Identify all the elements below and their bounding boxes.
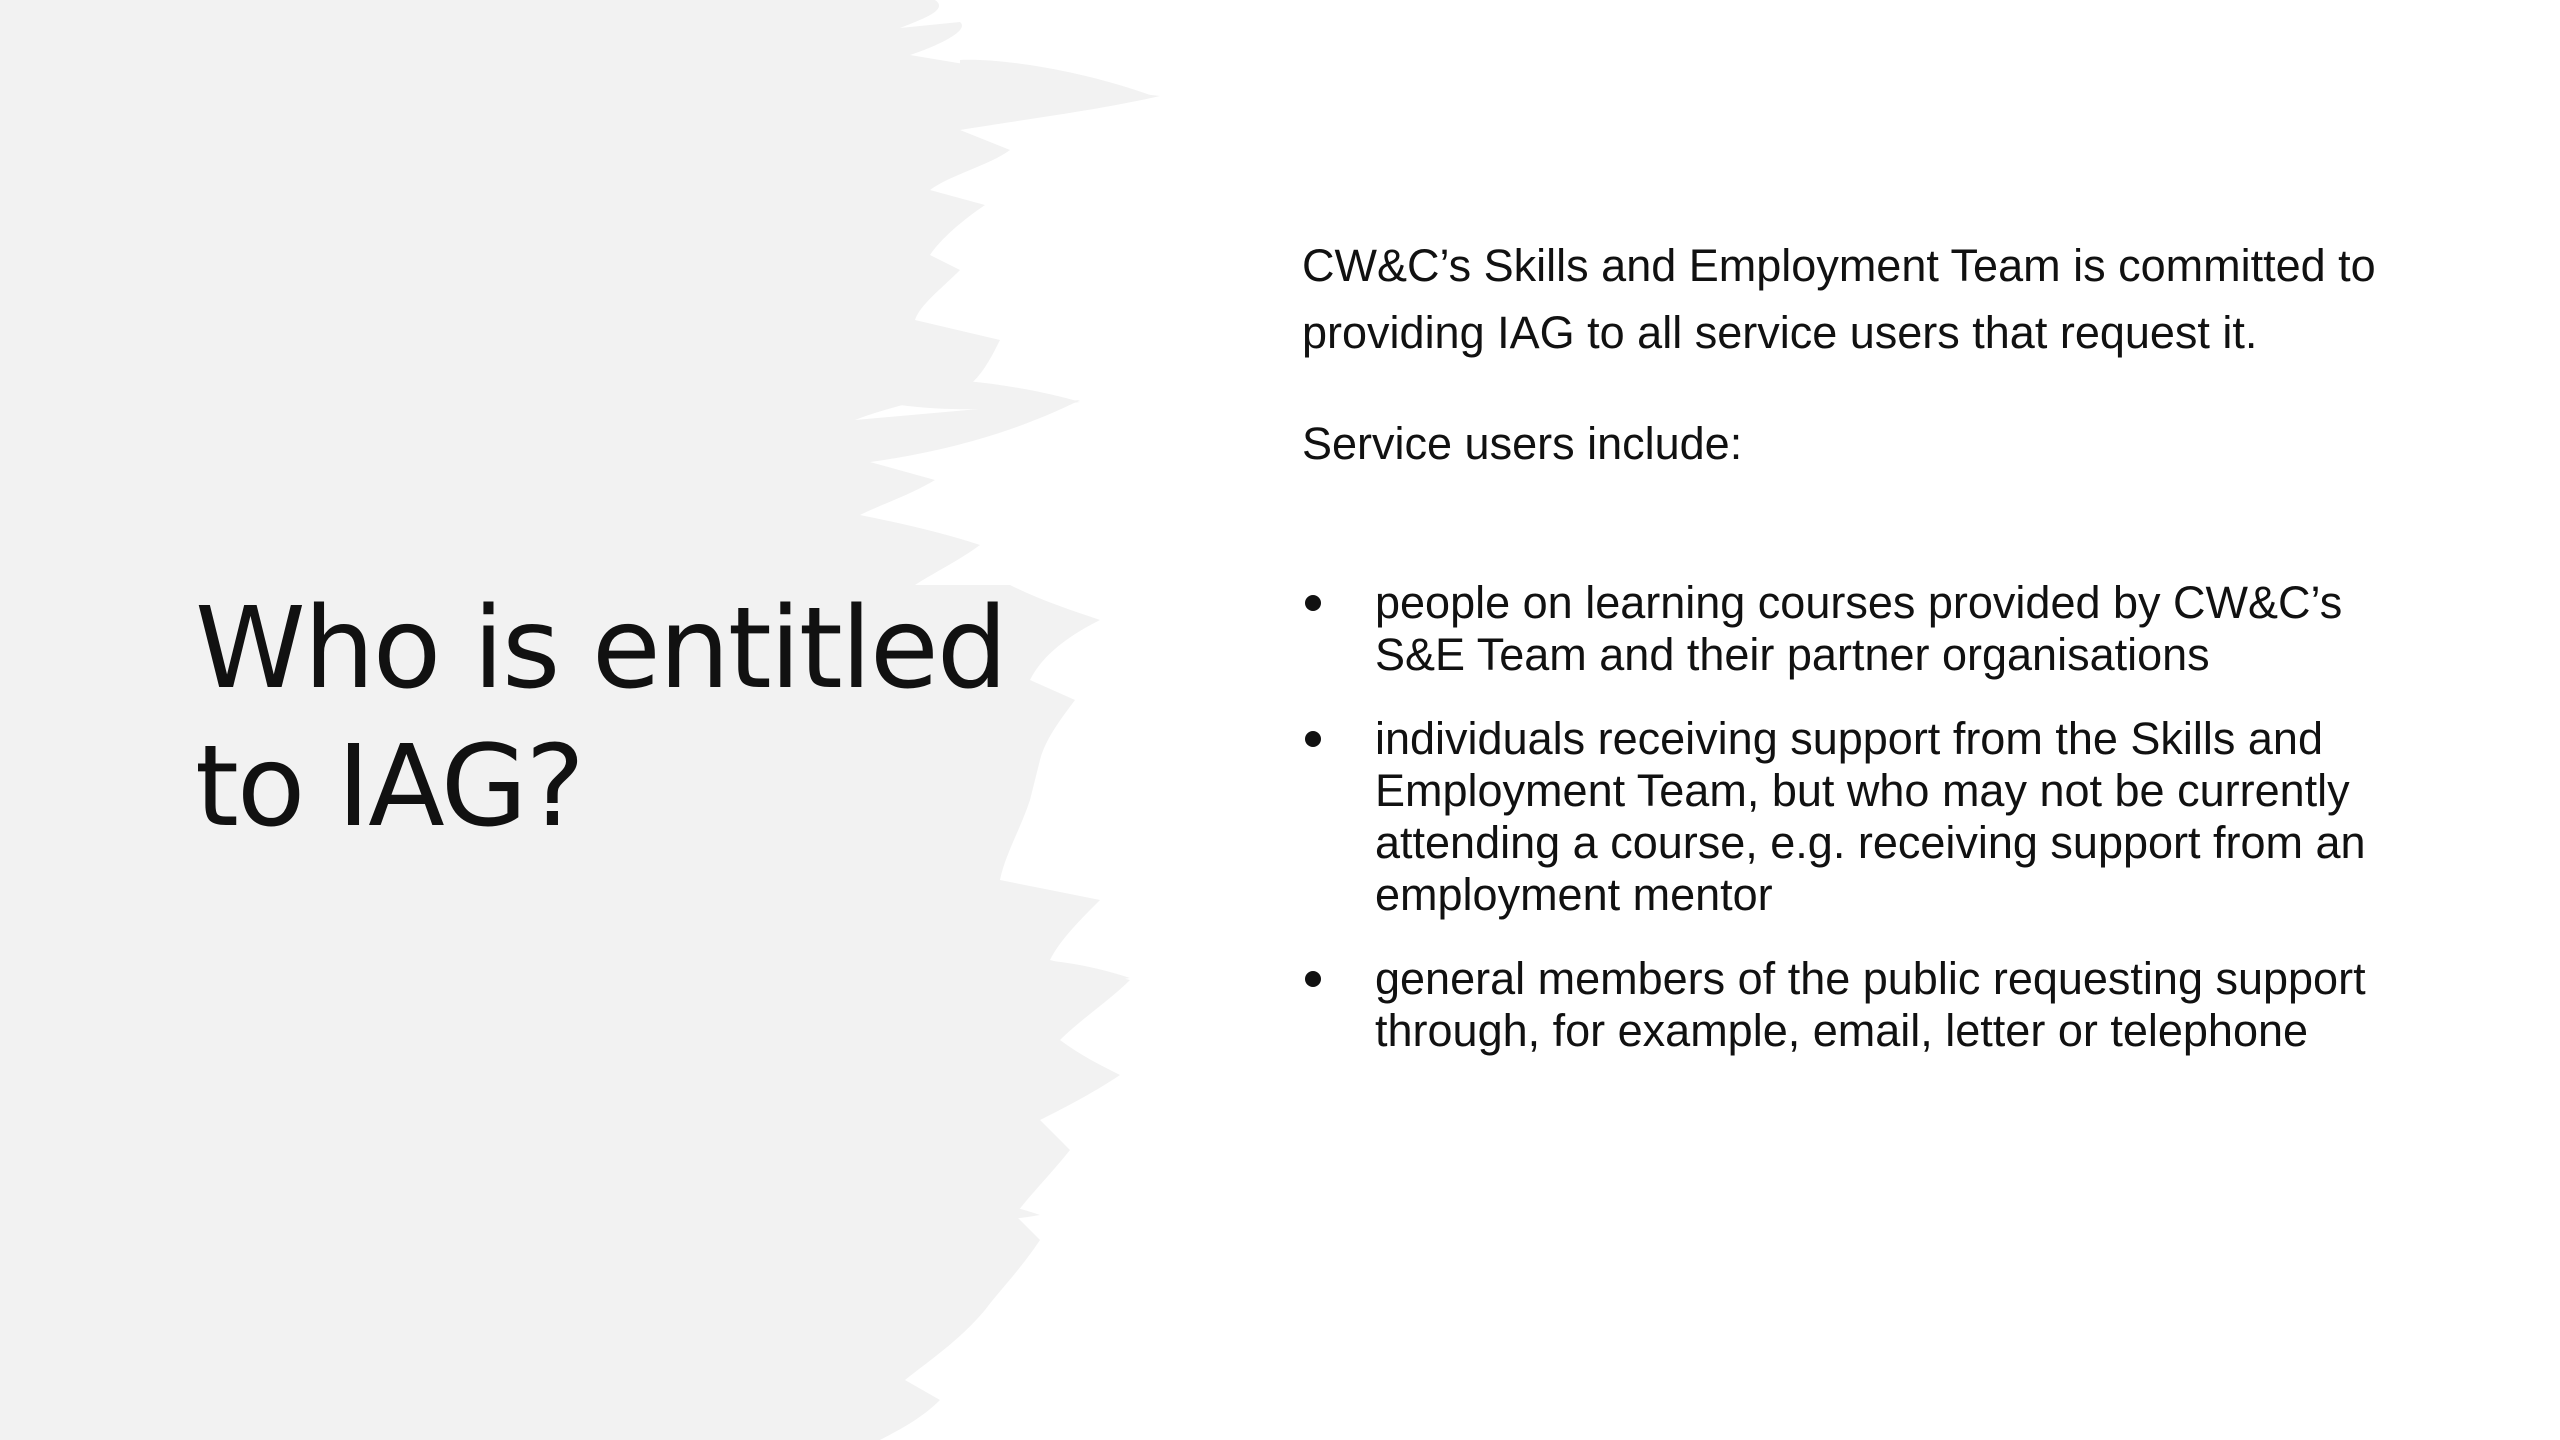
service-users-list: [1302, 577, 2402, 1057]
slide-title: Who is entitled to IAG?: [195, 584, 1006, 852]
intro-paragraph: CW&C’s Skills and Employment Team is committed to providing IAG to all service users that request it.: [1302, 240, 2376, 358]
list-item-text: individuals receiving support from the Skills and Employment Team, but who may not be currently attending a course, e.g. receiving support from an employment mentor: [1375, 713, 2366, 920]
list-item-text: people on learning courses provided by CW&C’s S&E Team and their partner organisations: [1375, 577, 2343, 680]
list-item: [1302, 953, 2402, 1057]
bullet-icon: [1305, 971, 1321, 987]
list-item: [1302, 577, 2402, 681]
list-item: [1302, 713, 2402, 921]
slide-content: [1302, 232, 2402, 1089]
bullet-icon: [1305, 731, 1321, 747]
list-lead-in: Service users include:: [1302, 418, 1743, 469]
bullet-icon: [1305, 595, 1321, 611]
list-item-text: general members of the public requesting support through, for example, email, letter or telephone: [1375, 953, 2366, 1056]
